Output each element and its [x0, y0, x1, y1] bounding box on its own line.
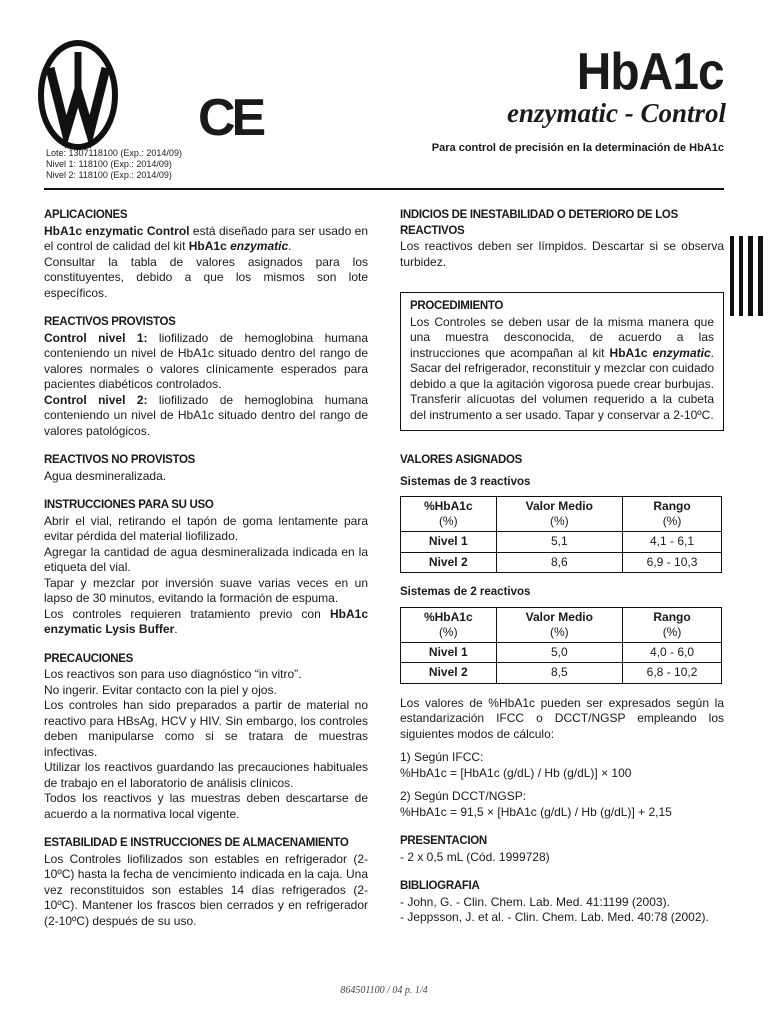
formula: %HbA1c = [HbA1c (g/dL) / Hb (g/dL)] × 100 — [400, 765, 632, 780]
product-description: Para control de precisión en la determinación de HbA1c — [431, 142, 724, 154]
table-row — [401, 552, 722, 573]
bold-text: HbA1c enzymatic Lysis Buffer — [44, 606, 368, 636]
table-row — [401, 642, 722, 663]
product-title: HbA1c — [577, 43, 724, 101]
text: está diseñado para ser usado en el control de calidad del kit — [44, 223, 369, 253]
bold-text: HbA1c — [188, 239, 231, 253]
paragraph: Los reactivos deben ser límpidos. Descartar si se observa turbidez. — [400, 239, 724, 269]
table-header-cell: Rango (%) — [623, 607, 722, 642]
paragraph: Los controles han sido preparados a partir de material no reactivo para HBsAg, HCV y HIV. Sin embargo, los controles deben manipularse como si se tratara de muestras infectivas. — [44, 698, 368, 759]
paragraph — [44, 331, 368, 393]
paragraph: Los valores de %HbA1c pueden ser expresados según la estandarización IFCC o DCCT/NGSP empleando los siguientes modos de cálculo: — [400, 695, 724, 741]
section-heading: PROCEDIMIENTO — [410, 300, 504, 312]
section-indicios — [400, 208, 724, 270]
paragraph: - 2 x 0,5 mL (Cód. 1999728) — [400, 849, 550, 864]
lot-level-1: Nivel 1: 118100 (Exp.: 2014/09) — [46, 159, 172, 169]
bold-italic-text: enzymatic — [230, 239, 289, 253]
formula-label: 1) Según IFCC: — [400, 750, 484, 764]
product-subtitle: enzymatic - Control — [506, 98, 726, 128]
section-heading: REACTIVOS NO PROVISTOS — [44, 454, 196, 466]
section-heading: BIBLIOGRAFIA — [400, 880, 480, 892]
section-valores — [400, 453, 724, 820]
table-title: Sistemas de 3 reactivos — [400, 475, 531, 488]
table-header-cell: %HbA1c (%) — [401, 607, 497, 642]
section-reactivos-provistos — [44, 315, 368, 439]
list-item: - Jeppsson, J. et al. - Clin. Chem. Lab. Med. 40:78 (2002). — [400, 910, 709, 924]
text: Los Controles se deben usar de la misma manera que una muestra desconocida, de acuerdo a las instrucciones que acompañan al kit — [410, 314, 714, 360]
section-heading: INSTRUCCIONES PARA SU USO — [44, 499, 214, 511]
formula: %HbA1c = 91,5 × [HbA1c (g/dL) / Hb (g/dL)] + 2,15 — [400, 804, 672, 819]
ce-mark-icon: CE — [198, 89, 263, 147]
bold-italic-text: enzymatic — [652, 345, 711, 360]
section-aplicaciones — [44, 208, 368, 301]
table-cell: 6,9 - 10,3 — [623, 552, 722, 573]
table-header-cell: Valor Medio (%) — [496, 497, 623, 532]
text: . — [174, 622, 178, 636]
paragraph: Consultar la tabla de valores asignados para los constituyentes, debido a que los mismos son lote específicos. — [44, 254, 368, 300]
values-table-3-reactivos — [400, 496, 722, 573]
section-heading: REACTIVOS PROVISTOS — [44, 316, 176, 328]
table-cell: Nivel 2 — [401, 663, 497, 684]
table-cell: 6,8 - 10,2 — [623, 663, 722, 684]
table-row — [401, 532, 722, 553]
paragraph: Todos los reactivos y las muestras deben descartarse de acuerdo a la normativa local vigente. — [44, 791, 368, 821]
table-header-cell: Valor Medio (%) — [496, 607, 623, 642]
section-heading: PRESENTACION — [400, 835, 487, 847]
table-header-row — [401, 607, 722, 642]
table-header-cell: %HbA1c (%) — [401, 497, 497, 532]
table-header-row — [401, 497, 722, 532]
list-item: - John, G. - Clin. Chem. Lab. Med. 41:1199 (2003). — [400, 894, 670, 909]
page-footer: 864501100 / 04 p. 1/4 — [340, 985, 428, 996]
w-circle-logo-icon — [38, 40, 118, 150]
paragraph — [44, 393, 368, 440]
paragraph: Agua desmineralizada. — [44, 468, 167, 483]
section-heading: APLICACIONES — [44, 209, 128, 221]
text: liofilizado de hemoglobina humana conteniendo un nivel de HbA1c situado dentro del rango de valores normales o valores clínicamente esperados para pacientes diabéticos controlados. — [44, 330, 368, 391]
bold-text: Control nivel 2: — [44, 392, 148, 407]
table-cell: 4,0 - 6,0 — [623, 642, 722, 663]
table-cell: Nivel 1 — [401, 532, 497, 553]
paragraph — [44, 224, 368, 255]
formula-label: 2) Según DCCT/NGSP: — [400, 789, 527, 803]
paragraph: Abrir el vial, retirando el tapón de goma lentamente para evitar pérdida del material liofilizado. — [44, 513, 368, 543]
paragraph: Utilizar los reactivos guardando las precauciones habituales de trabajo en el laboratorio de análisis clínicos. — [44, 760, 368, 790]
bold-text: HbA1c — [609, 345, 653, 360]
section-heading: PRECAUCIONES — [44, 652, 134, 665]
header-divider — [44, 188, 724, 190]
section-heading: INDICIOS DE INESTABILIDAD O DETERIORO DE LOS REACTIVOS — [400, 209, 678, 237]
side-bars-icon — [730, 236, 768, 316]
paragraph: Los reactivos son para uso diagnóstico “in vitro”. — [44, 667, 302, 681]
text: . Sacar del refrigerador, reconstituir y mezclar con cuidado debido a que la agitación vigorosa puede crear burbujas. Transferir alícuotas del volumen requerido a la cubeta del instrumento a ser usado. Tapar y conservar a 2-10ºC. — [410, 345, 714, 422]
table-header-cell: Rango (%) — [623, 497, 722, 532]
paragraph: No ingerir. Evitar contacto con la piel y ojos. — [44, 682, 277, 697]
section-instrucciones — [44, 498, 368, 638]
section-heading: VALORES ASIGNADOS — [400, 454, 523, 466]
paragraph: Los Controles liofilizados son estables en refrigerador (2-10ºC) hasta la fecha de vencimiento indicada en la caja. Una vez reconstituidos son estables 14 días refrigerados (2-10ºC). Mantener los frascos bien cerrados y en refrigerador (2-10ºC) después de su uso. — [44, 851, 368, 928]
section-reactivos-no-provistos — [44, 453, 368, 484]
right-column — [400, 208, 724, 940]
left-column — [44, 208, 368, 943]
paragraph: Agregar la cantidad de agua desmineralizada indicada en la etiqueta del vial. — [44, 544, 368, 574]
table-cell: 8,6 — [496, 552, 623, 573]
table-title: Sistemas de 2 reactivos — [400, 586, 531, 598]
paragraph — [44, 607, 368, 638]
text: Los controles requieren tratamiento previo con — [44, 606, 330, 621]
bold-text: Control nivel 1: — [44, 330, 148, 345]
section-presentacion — [400, 834, 724, 865]
table-cell: 5,1 — [496, 532, 623, 553]
lot-info — [46, 148, 182, 181]
table-cell: 5,0 — [496, 642, 623, 663]
section-heading: ESTABILIDAD E INSTRUCCIONES DE ALMACENAMIENTO — [44, 837, 349, 849]
table-cell: Nivel 1 — [401, 642, 497, 663]
table-cell: 8,5 — [496, 663, 623, 684]
table-cell: Nivel 2 — [401, 552, 497, 573]
bold-text: HbA1c enzymatic Control — [44, 223, 190, 238]
table-row — [401, 663, 722, 684]
section-bibliografia — [400, 879, 724, 926]
values-table-2-reactivos — [400, 607, 722, 684]
paragraph: Tapar y mezclar por inversión suave varias veces en un lapso de 30 minutos, evitando la formación de espuma. — [44, 575, 368, 605]
section-estabilidad — [44, 836, 368, 929]
procedimiento-box — [400, 292, 724, 431]
lot-line: Lote: 1307118100 (Exp.: 2014/09) — [46, 148, 182, 158]
text: liofilizado de hemoglobina humana conteniendo un nivel de HbA1c situado dentro del rango de valores patológicos. — [44, 392, 368, 438]
text: . — [288, 239, 292, 253]
lot-level-2: Nivel 2: 118100 (Exp.: 2014/09) — [46, 170, 172, 180]
table-cell: 4,1 - 6,1 — [623, 532, 722, 553]
section-precauciones — [44, 652, 368, 823]
paragraph — [410, 315, 714, 424]
